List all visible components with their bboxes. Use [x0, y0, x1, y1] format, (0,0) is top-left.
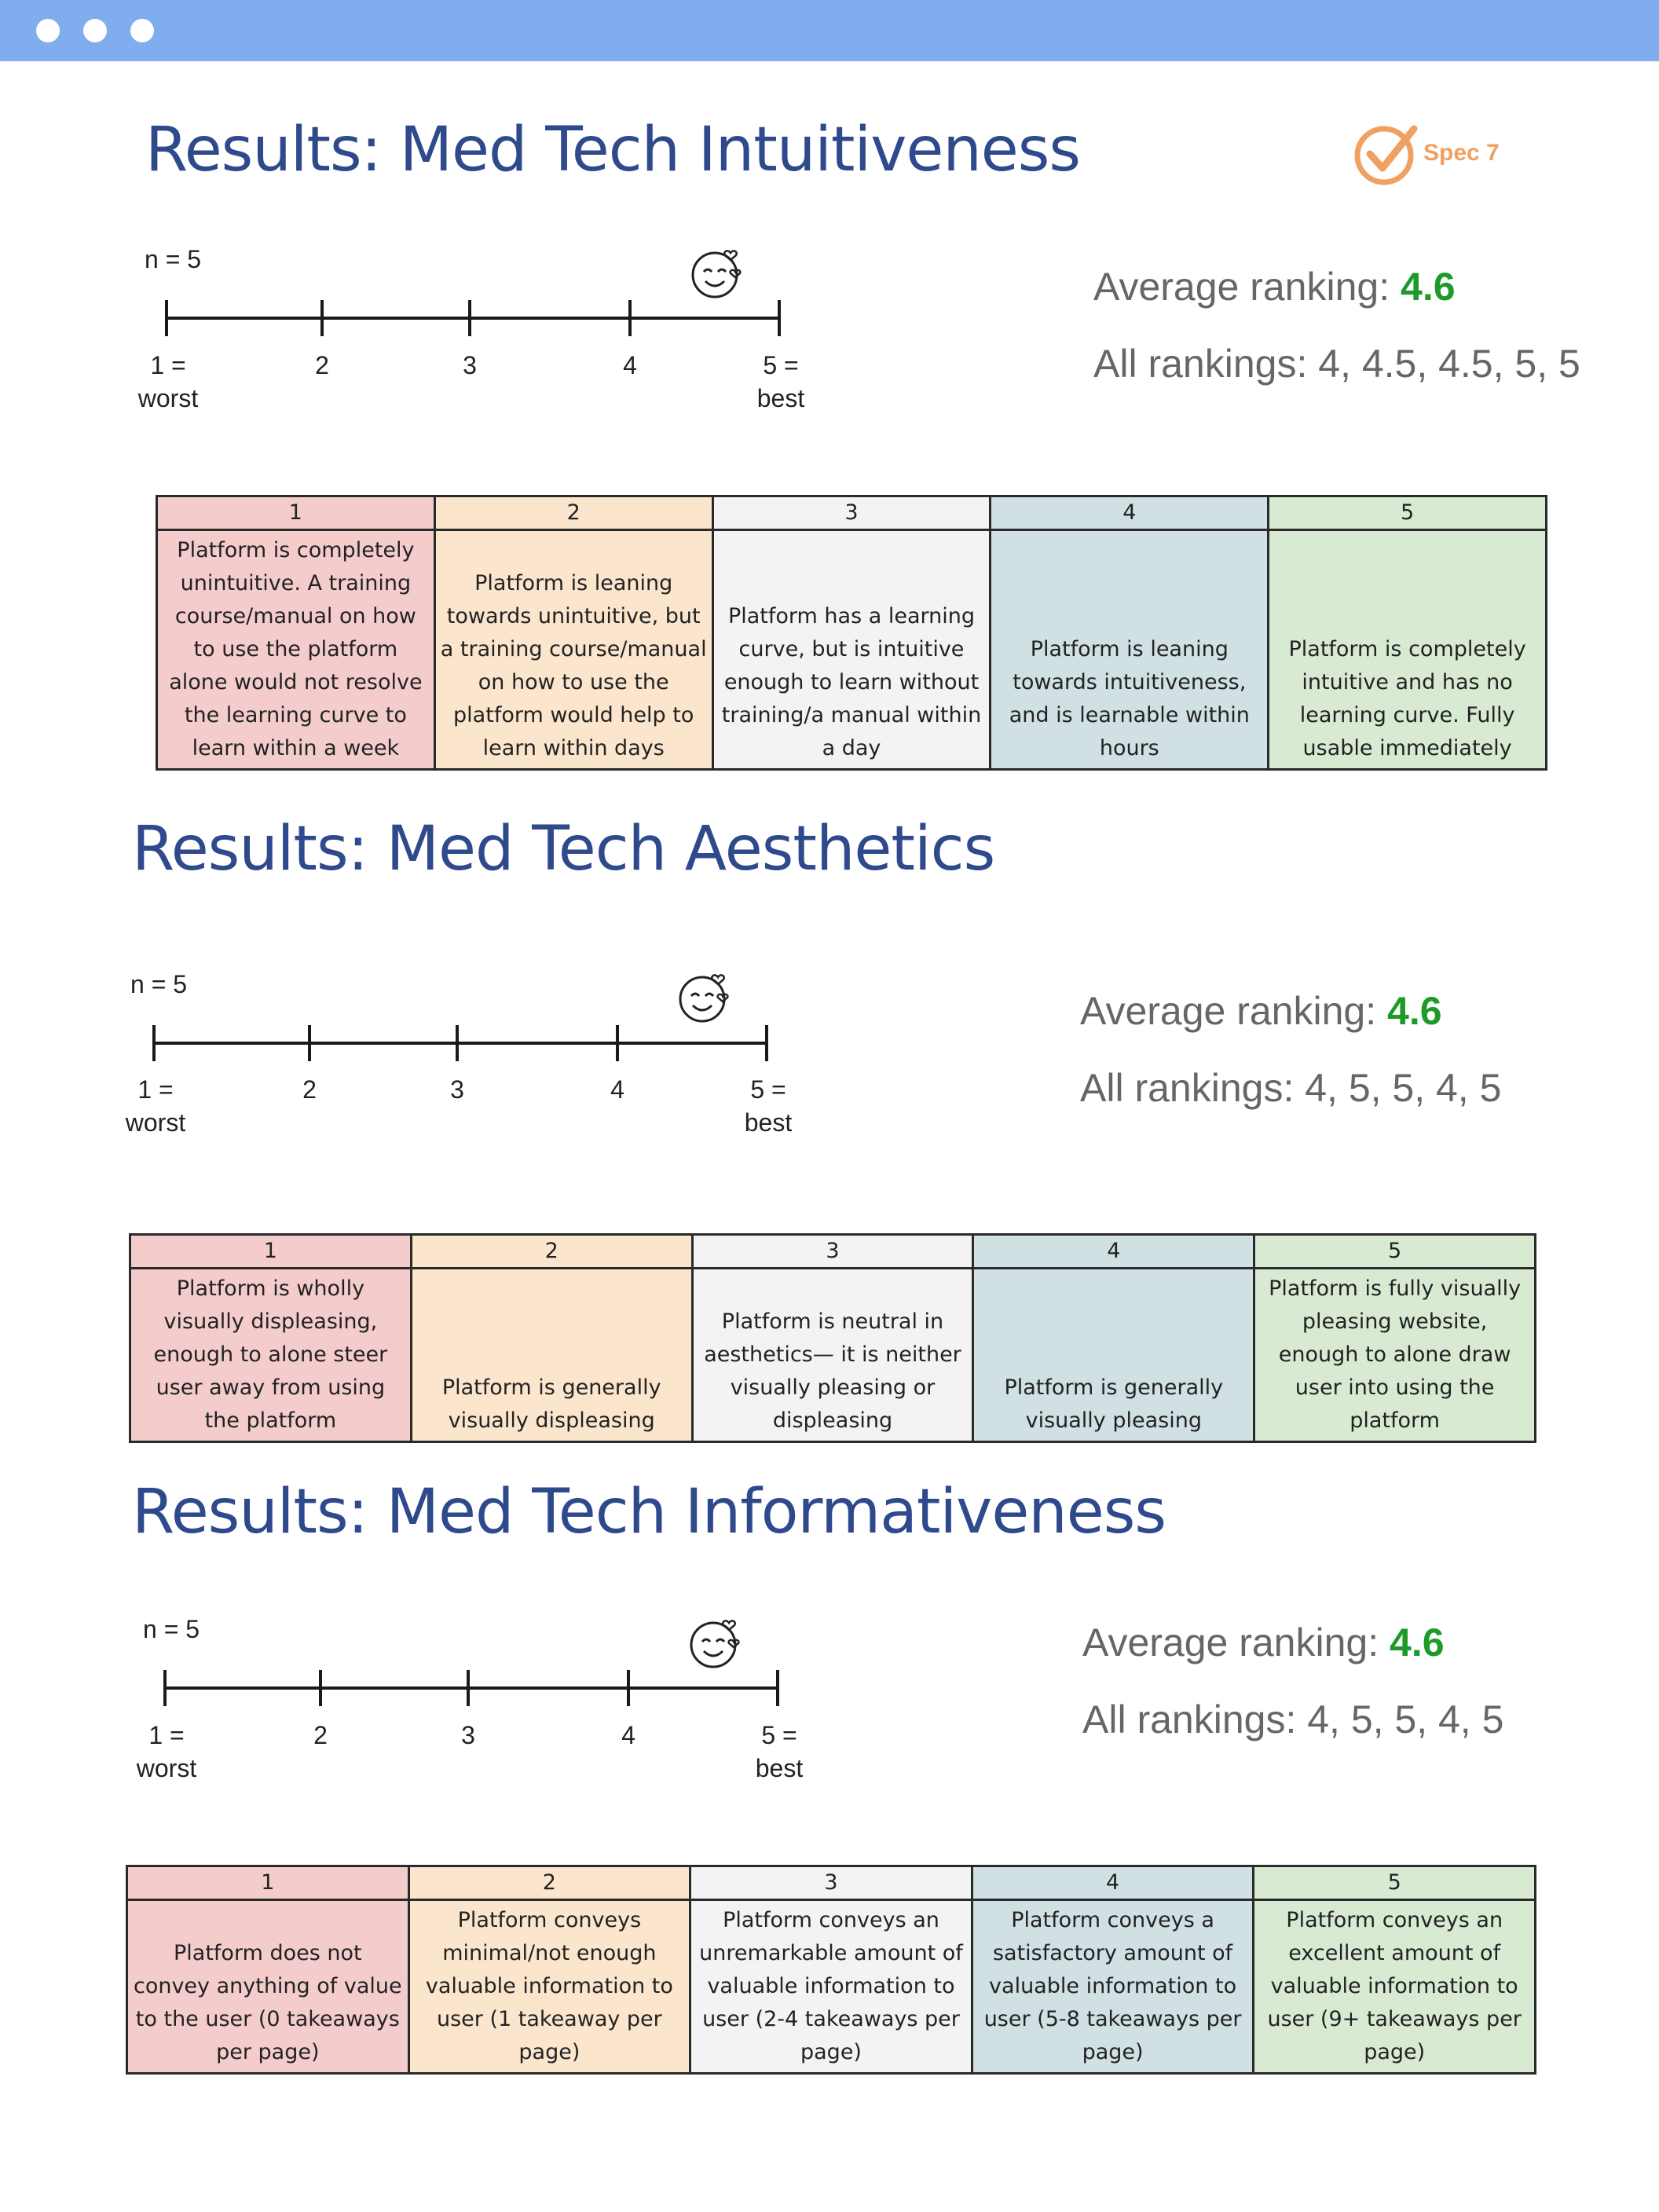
all-rankings: All rankings: 4, 5, 5, 4, 5 — [1080, 1066, 1502, 1110]
rubric-score-1: 1 — [130, 1235, 412, 1269]
rubric-score-4: 4 — [973, 1235, 1254, 1269]
smiley-marker-icon — [687, 1615, 743, 1672]
rubric-description-2: Platform is generally visually displeasing — [411, 1269, 692, 1442]
rubric-score-1: 1 — [127, 1866, 409, 1900]
section-title: Results: Med Tech Aesthetics — [132, 814, 995, 884]
sample-size-label: n = 5 — [145, 245, 202, 273]
rubric-score-3: 3 — [712, 496, 991, 530]
tick-label-4: 4 — [621, 1721, 635, 1749]
all-rankings: All rankings: 4, 4.5, 4.5, 5, 5 — [1093, 342, 1580, 386]
scale-line — [165, 1686, 778, 1690]
tick-label-3: 3 — [463, 351, 477, 379]
rubric-description-3: Platform is neutral in aesthetics— it is neither visually pleasing or displeasing — [692, 1269, 973, 1442]
tick-label-5: 5 = best — [755, 1721, 804, 1782]
average-ranking — [1080, 988, 1442, 1034]
rubric-score-4: 4 — [991, 496, 1269, 530]
tick-label-2: 2 — [302, 1075, 317, 1104]
rubric-score-5: 5 — [1254, 1235, 1536, 1269]
tick-label-1: 1 = worst — [137, 351, 199, 412]
rubric-score-1: 1 — [157, 496, 435, 530]
rubric-description-5: Platform conveys an excellent amount of valuable information to user (9+ takeaways per page) — [1254, 1900, 1536, 2074]
rubric-description-4: Platform is generally visually pleasing — [973, 1269, 1254, 1442]
rubric-table — [126, 1865, 1536, 2075]
tick-label-3: 3 — [461, 1721, 475, 1749]
tick-label-5: 5 = best — [756, 351, 805, 412]
average-ranking-label: Average ranking: — [1082, 1621, 1379, 1664]
tick-label-3: 3 — [450, 1075, 464, 1104]
scale-tick — [467, 1670, 470, 1706]
rubric-score-3: 3 — [690, 1866, 972, 1900]
sample-size-label: n = 5 — [143, 1615, 200, 1643]
scale-tick — [776, 1670, 779, 1706]
section-title: Results: Med Tech Intuitiveness — [145, 115, 1081, 185]
scale-tick — [456, 1025, 459, 1061]
average-ranking — [1082, 1620, 1445, 1665]
scale-tick — [616, 1025, 619, 1061]
rubric-score-2: 2 — [434, 496, 712, 530]
tick-label-1: 1 = worst — [125, 1075, 186, 1137]
section-title: Results: Med Tech Informativeness — [132, 1477, 1166, 1547]
rubric-description-4: Platform is leaning towards intuitiveness, and is learnable within hours — [991, 530, 1269, 770]
scale-tick — [163, 1670, 167, 1706]
rubric-description-2: Platform conveys minimal/not enough valuable information to user (1 takeaway per page) — [408, 1900, 690, 2074]
average-ranking-label: Average ranking: — [1080, 989, 1377, 1033]
scale-tick — [627, 1670, 630, 1706]
smiley-marker-icon — [676, 969, 732, 1026]
scale-tick — [152, 1025, 156, 1061]
rubric-score-5: 5 — [1269, 496, 1547, 530]
rubric-score-2: 2 — [411, 1235, 692, 1269]
rubric-score-3: 3 — [692, 1235, 973, 1269]
sample-size-label: n = 5 — [130, 970, 188, 998]
logo-text: Spec 7 — [1423, 140, 1500, 166]
rubric-description-1: Platform does not convey anything of value to the user (0 takeaways per page) — [127, 1900, 409, 2074]
average-ranking-value: 4.6 — [1387, 989, 1442, 1033]
rubric-score-5: 5 — [1254, 1866, 1536, 1900]
rubric-description-5: Platform is completely intuitive and has no learning curve. Fully usable immediately — [1269, 530, 1547, 770]
average-ranking-value: 4.6 — [1390, 1621, 1445, 1664]
average-ranking-label: Average ranking: — [1093, 265, 1390, 309]
tick-label-1: 1 = worst — [136, 1721, 197, 1782]
rubric-description-4: Platform conveys a satisfactory amount of valuable information to user (5-8 takeaways per page) — [972, 1900, 1254, 2074]
scale-line — [154, 1042, 767, 1045]
rubric-score-4: 4 — [972, 1866, 1254, 1900]
average-ranking-value: 4.6 — [1401, 265, 1456, 309]
rubric-description-3: Platform conveys an unremarkable amount of valuable information to user (2-4 takeaways per page) — [690, 1900, 972, 2074]
tick-label-2: 2 — [315, 351, 329, 379]
rubric-description-5: Platform is fully visually pleasing website, enough to alone draw user into using the platform — [1254, 1269, 1536, 1442]
tick-label-4: 4 — [623, 351, 637, 379]
rubric-description-3: Platform has a learning curve, but is intuitive enough to learn without training/a manual within a day — [712, 530, 991, 770]
rubric-table — [129, 1233, 1536, 1443]
rubric-description-2: Platform is leaning towards unintuitive, but a training course/manual on how to use the platform would help to learn within days — [434, 530, 712, 770]
tick-label-2: 2 — [313, 1721, 328, 1749]
tick-label-4: 4 — [610, 1075, 624, 1104]
scale-tick — [308, 1025, 311, 1061]
rubric-score-2: 2 — [408, 1866, 690, 1900]
rubric-description-1: Platform is wholly visually displeasing, enough to alone steer user away from using the platform — [130, 1269, 412, 1442]
scale-tick — [319, 1670, 322, 1706]
rubric-description-1: Platform is completely unintuitive. A training course/manual on how to use the platform alone would not resolve the learning curve to learn within a week — [157, 530, 435, 770]
scale-tick — [765, 1025, 768, 1061]
tick-label-5: 5 = best — [744, 1075, 793, 1137]
all-rankings: All rankings: 4, 5, 5, 4, 5 — [1082, 1697, 1504, 1741]
